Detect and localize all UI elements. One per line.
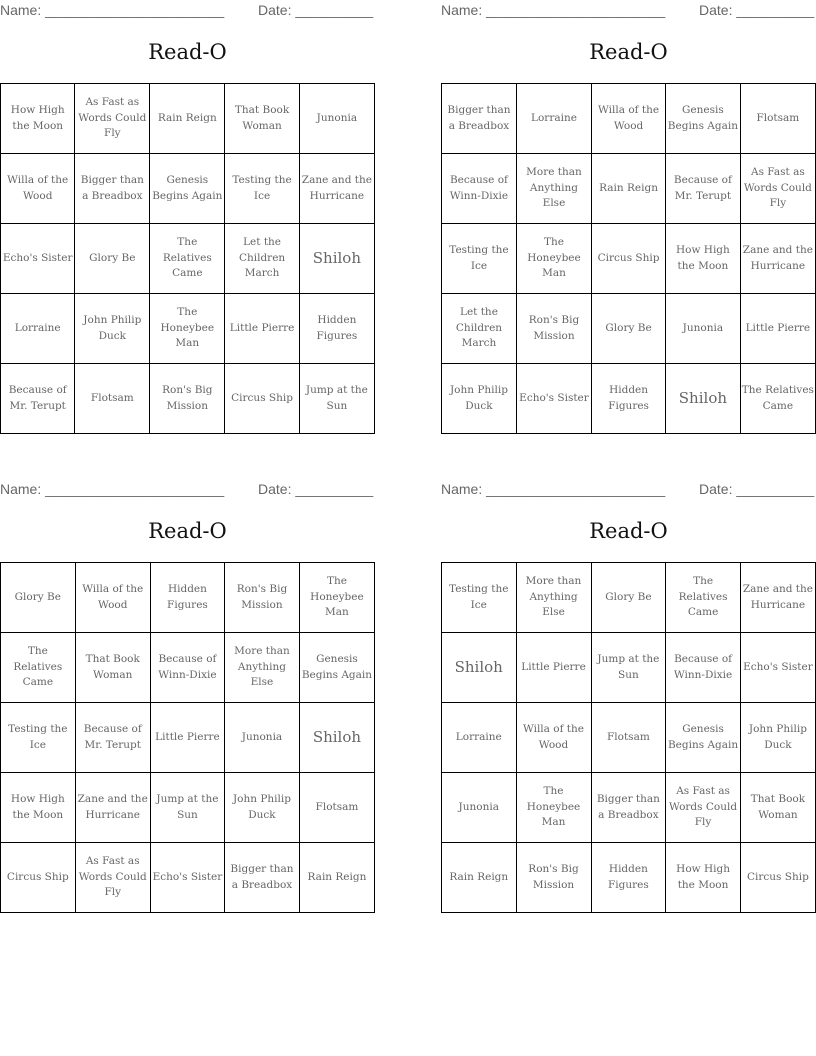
- grid-cell: As Fast as Words Could Fly: [740, 154, 815, 224]
- grid-row: [442, 154, 816, 224]
- grid-row: [1, 773, 375, 843]
- grid-cell: As Fast as Words Could Fly: [75, 84, 150, 154]
- grid-row: [1, 703, 375, 773]
- grid-cell: Bigger than a Breadbox: [591, 773, 666, 843]
- bingo-grid: [441, 562, 816, 913]
- grid-cell: As Fast as Words Could Fly: [666, 773, 741, 843]
- grid-row: [442, 224, 816, 294]
- grid-cell: Hidden Figures: [591, 843, 666, 913]
- grid-cell: How High the Moon: [1, 773, 76, 843]
- grid-cell: Rain Reign: [299, 843, 374, 913]
- grid-cell: Lorraine: [442, 703, 517, 773]
- grid-row: [442, 563, 816, 633]
- grid-cell: Rain Reign: [442, 843, 517, 913]
- grid-cell: John Philip Duck: [740, 703, 815, 773]
- name-field[interactable]: Name: _______________________: [441, 2, 666, 18]
- grid-cell: Junonia: [299, 84, 374, 154]
- date-field[interactable]: Date: __________: [699, 2, 815, 18]
- grid-row: [442, 773, 816, 843]
- grid-cell: Junonia: [666, 294, 741, 364]
- bingo-card: [441, 0, 816, 440]
- grid-cell: John Philip Duck: [442, 364, 517, 434]
- grid-row: [442, 843, 816, 913]
- grid-cell: Little Pierre: [150, 703, 224, 773]
- grid-cell: Bigger than a Breadbox: [442, 84, 517, 154]
- grid-cell: Because of Winn-Dixie: [666, 633, 741, 703]
- grid-row: [1, 633, 375, 703]
- grid-cell: That Book Woman: [225, 84, 299, 154]
- grid-cell: Ron's Big Mission: [516, 294, 591, 364]
- grid-cell: Glory Be: [591, 563, 666, 633]
- card-title: Read-O: [589, 40, 668, 64]
- grid-cell: The Honeybee Man: [516, 224, 591, 294]
- grid-cell: Zane and the Hurricane: [75, 773, 150, 843]
- grid-cell: Circus Ship: [592, 224, 666, 294]
- grid-cell: As Fast as Words Could Fly: [75, 843, 150, 913]
- grid-cell: Zane and the Hurricane: [299, 154, 374, 224]
- grid-cell: The Relatives Came: [740, 364, 815, 434]
- grid-cell: Genesis Begins Again: [666, 703, 741, 773]
- grid-cell: Willa of the Wood: [592, 84, 666, 154]
- grid-cell: Jump at the Sun: [591, 633, 666, 703]
- grid-cell: Let the Children March: [225, 224, 299, 294]
- grid-cell: Jump at the Sun: [150, 773, 224, 843]
- grid-cell: John Philip Duck: [75, 294, 150, 364]
- grid-cell: Ron's Big Mission: [225, 563, 300, 633]
- grid-row: [1, 843, 375, 913]
- grid-cell: How High the Moon: [1, 84, 75, 154]
- grid-cell: Glory Be: [1, 563, 76, 633]
- grid-cell: Lorraine: [1, 294, 75, 364]
- grid-cell: The Honeybee Man: [299, 563, 374, 633]
- grid-cell: Rain Reign: [150, 84, 225, 154]
- grid-cell: Shiloh: [666, 364, 741, 434]
- grid-cell: Willa of the Wood: [516, 703, 591, 773]
- grid-row: [442, 364, 816, 434]
- grid-cell: Echo's Sister: [1, 224, 75, 294]
- grid-cell: That Book Woman: [75, 633, 150, 703]
- grid-cell: Zane and the Hurricane: [740, 563, 815, 633]
- grid-cell: Circus Ship: [225, 364, 299, 434]
- grid-cell: Junonia: [442, 773, 517, 843]
- grid-cell: John Philip Duck: [225, 773, 300, 843]
- grid-row: [1, 563, 375, 633]
- grid-row: [442, 633, 816, 703]
- grid-cell: Shiloh: [442, 633, 517, 703]
- grid-cell: Flotsam: [591, 703, 666, 773]
- grid-cell: Bigger than a Breadbox: [225, 843, 300, 913]
- date-field[interactable]: Date: __________: [699, 481, 815, 497]
- grid-cell: Zane and the Hurricane: [740, 224, 815, 294]
- grid-cell: The Honeybee Man: [516, 773, 591, 843]
- grid-row: [1, 364, 375, 434]
- grid-cell: The Relatives Came: [150, 224, 225, 294]
- grid-cell: Flotsam: [740, 84, 815, 154]
- grid-cell: Because of Winn-Dixie: [442, 154, 517, 224]
- grid-cell: Hidden Figures: [150, 563, 224, 633]
- grid-cell: Because of Winn-Dixie: [150, 633, 224, 703]
- grid-cell: Shiloh: [299, 224, 374, 294]
- grid-cell: The Relatives Came: [1, 633, 76, 703]
- grid-row: [442, 294, 816, 364]
- name-field[interactable]: Name: _______________________: [0, 481, 225, 497]
- grid-row: [442, 84, 816, 154]
- grid-cell: More than Anything Else: [516, 154, 591, 224]
- grid-cell: Flotsam: [299, 773, 374, 843]
- grid-cell: Testing the Ice: [225, 154, 299, 224]
- grid-cell: Because of Mr. Terupt: [666, 154, 741, 224]
- grid-cell: Bigger than a Breadbox: [75, 154, 150, 224]
- grid-cell: Genesis Begins Again: [666, 84, 741, 154]
- card-title: Read-O: [589, 519, 668, 543]
- grid-cell: Ron's Big Mission: [150, 364, 225, 434]
- grid-cell: The Relatives Came: [666, 563, 741, 633]
- bingo-card: [0, 479, 375, 919]
- grid-cell: Flotsam: [75, 364, 150, 434]
- grid-cell: Hidden Figures: [299, 294, 374, 364]
- bingo-card: [0, 0, 375, 440]
- bingo-grid: [441, 83, 816, 434]
- card-title: Read-O: [148, 519, 227, 543]
- grid-cell: Circus Ship: [740, 843, 815, 913]
- grid-cell: Little Pierre: [740, 294, 815, 364]
- grid-cell: Echo's Sister: [740, 633, 815, 703]
- grid-cell: How High the Moon: [666, 224, 741, 294]
- grid-cell: Jump at the Sun: [299, 364, 374, 434]
- bingo-grid: [0, 562, 375, 913]
- grid-cell: Willa of the Wood: [75, 563, 150, 633]
- grid-cell: That Book Woman: [740, 773, 815, 843]
- grid-cell: More than Anything Else: [516, 563, 591, 633]
- grid-cell: Testing the Ice: [442, 563, 517, 633]
- grid-cell: Lorraine: [516, 84, 591, 154]
- date-field[interactable]: Date: __________: [258, 481, 374, 497]
- card-header: [441, 481, 816, 501]
- grid-cell: Hidden Figures: [592, 364, 666, 434]
- grid-cell: Because of Mr. Terupt: [75, 703, 150, 773]
- card-header: [441, 2, 816, 22]
- grid-cell: Junonia: [225, 703, 300, 773]
- bingo-grid: [0, 83, 375, 434]
- grid-row: [1, 294, 375, 364]
- grid-cell: Rain Reign: [592, 154, 666, 224]
- card-title: Read-O: [148, 40, 227, 64]
- bingo-card: [441, 479, 816, 919]
- card-header: [0, 481, 376, 501]
- grid-row: [442, 703, 816, 773]
- grid-row: [1, 224, 375, 294]
- grid-cell: Genesis Begins Again: [150, 154, 225, 224]
- grid-cell: Little Pierre: [516, 633, 591, 703]
- grid-row: [1, 154, 375, 224]
- grid-cell: Because of Mr. Terupt: [1, 364, 75, 434]
- card-header: [0, 2, 376, 22]
- grid-cell: Shiloh: [299, 703, 374, 773]
- name-field[interactable]: Name: _______________________: [0, 2, 225, 18]
- grid-cell: How High the Moon: [666, 843, 741, 913]
- grid-cell: Little Pierre: [225, 294, 299, 364]
- date-field[interactable]: Date: __________: [258, 2, 374, 18]
- grid-cell: Echo's Sister: [150, 843, 224, 913]
- grid-cell: Genesis Begins Again: [299, 633, 374, 703]
- grid-cell: Glory Be: [592, 294, 666, 364]
- grid-cell: Circus Ship: [1, 843, 76, 913]
- grid-cell: Glory Be: [75, 224, 150, 294]
- grid-cell: The Honeybee Man: [150, 294, 225, 364]
- grid-cell: Testing the Ice: [1, 703, 76, 773]
- grid-row: [1, 84, 375, 154]
- grid-cell: More than Anything Else: [225, 633, 300, 703]
- grid-cell: Ron's Big Mission: [516, 843, 591, 913]
- grid-cell: Testing the Ice: [442, 224, 517, 294]
- grid-cell: Echo's Sister: [516, 364, 591, 434]
- grid-cell: Willa of the Wood: [1, 154, 75, 224]
- name-field[interactable]: Name: _______________________: [441, 481, 666, 497]
- grid-cell: Let the Children March: [442, 294, 517, 364]
